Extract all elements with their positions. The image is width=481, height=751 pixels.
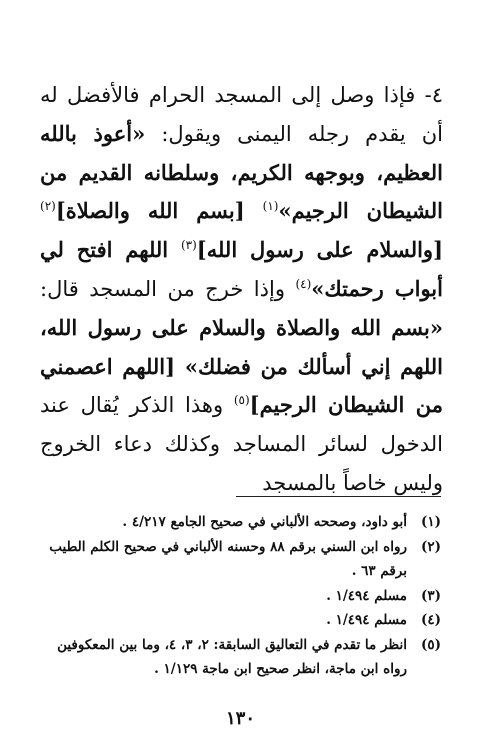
main-text xyxy=(40,76,443,503)
main-paragraph xyxy=(40,76,443,503)
footnote-text: انظر ما تقدم في التعاليق السابقة: ٢، ٣، ٤، وما بين المعكوفين رواه ابن ماجة، انظر صحيح ابن ماجة ١/١٢٩ . xyxy=(57,636,407,677)
footnote-number: (٢) xyxy=(420,538,441,555)
footnote-number: (١) xyxy=(420,514,441,530)
dhikr-open-doors: اللهم افتح لي أبواب رحمتك» xyxy=(40,237,443,301)
dhikr-entering: «أعوذ بالله العظيم، وبوجهه الكريم، وسلطانه القديم من الشيطان الرجيم» xyxy=(40,120,443,224)
footnote-ref-5: (٥) xyxy=(233,393,250,408)
footnotes xyxy=(40,510,441,682)
page-number: ١٣٠ xyxy=(225,708,255,729)
footnote-item xyxy=(40,608,441,633)
footnote-ref-3: (٣) xyxy=(180,238,197,253)
footnote-item xyxy=(40,535,441,584)
footnote-ref-2: (٢) xyxy=(40,199,56,214)
text-segment-closing: وهذا الذكر يُقال عند الدخول لسائر المساجد وكذلك دعاء الخروج وليس خاصاً بالمسجد xyxy=(40,393,443,495)
text-segment-1: ٤- فإذا وصل إلى المسجد الحرام فالأفضل له أن يقدم رجله اليمنى ويقول: xyxy=(40,83,443,146)
footnote-number: (٤) xyxy=(420,612,441,628)
footnote-ref-1: (١) xyxy=(262,199,279,214)
text-segment-exit: وإذا خرج من المسجد قال: xyxy=(40,276,296,301)
footnote-item xyxy=(40,584,441,609)
dhikr-bismillah: [بسم الله والصلاة] xyxy=(55,198,263,224)
dhikr-exiting: «بسم الله والصلاة والسلام على رسول الله، اللهم إني أسألك من فضلك» xyxy=(40,314,443,379)
footnote-item xyxy=(40,633,441,682)
dhikr-protect: [اللهم اعصمني من الشيطان الرجيم] xyxy=(40,353,443,418)
footnote-number: (٥) xyxy=(420,636,441,653)
footnote-divider xyxy=(236,496,441,497)
footnote-text: مسلم ١/٤٩٤ . xyxy=(326,587,407,604)
footnote-text: مسلم ١/٤٩٤ . xyxy=(326,612,407,628)
footnote-text: رواه ابن السني برقم ٨٨ وحسنه الألباني في صحيح الكلم الطيب برقم ٦٣ . xyxy=(49,538,407,579)
footnote-number: (٣) xyxy=(420,587,441,604)
footnote-text: أبو داود، وصححه الألباني في صحيح الجامع ٤/٢١٧ . xyxy=(122,514,407,530)
dhikr-salam: [والسلام على رسول الله] xyxy=(196,237,443,263)
footnote-ref-4: (٤) xyxy=(295,276,312,291)
footnote-item xyxy=(40,510,441,535)
